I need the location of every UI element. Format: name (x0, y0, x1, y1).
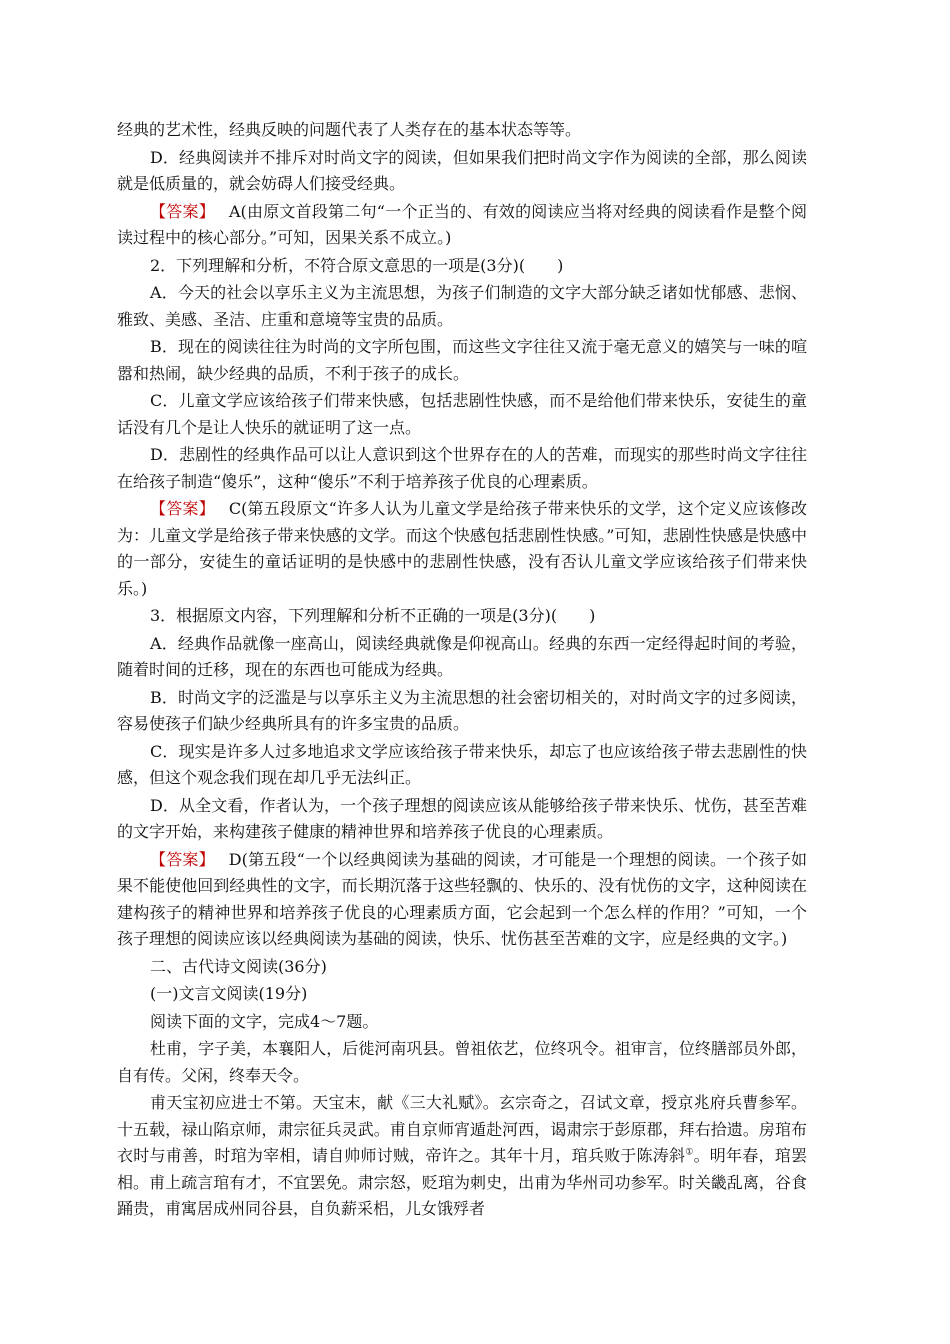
answer-label: 【答案】 (150, 499, 215, 518)
question-2: 2．下列理解和分析，不符合原文意思的一项是(3分)( ) (150, 255, 564, 275)
text-after-note: 。明年春，琯罢相。甫上疏言琯有才，不宜罢免。肃宗怒，贬琯为刺史，出甫为华州司功参军。时关畿乱离，谷食踊贵，甫寓居成州同谷县，自负薪采梠，儿女饿殍者 (117, 1146, 807, 1218)
option-d-q2: D．悲剧性的经典作品可以让人意识到这个世界存在的人的苦难，而现实的那些时尚文字往往在给孩子制造“傻乐”，这种“傻乐”不利于培养孩子优良的心理素质。 (117, 445, 807, 491)
question-3: 3．根据原文内容，下列理解和分析不正确的一项是(3分)( ) (150, 606, 596, 625)
option-d-q1: D．经典阅读并不排斥对时尚文字的阅读，但如果我们把时尚文字作为阅读的全部，那么阅读就是低质量的，就会妨碍人们接受经典。 (117, 147, 807, 193)
answer-q1 (117, 199, 807, 252)
classical-text-para-1: 杜甫，字子美，本襄阳人，后徙河南巩县。曾祖依艺，位终巩令。祖审言，位终膳部员外郎，自有传。父闲，终奉天令。 (117, 1039, 807, 1085)
text-before-note: 甫天宝初应进士不第。天宝末，献《三大礼赋》。玄宗奇之，召试文章，授京兆府兵曹参军。十五载，禄山陷京师，肃宗征兵灵武。甫自京师宵遁赴河西，谒肃宗于彭原郡，拜右拾遗。房琯布衣时与甫善，时琯为宰相，请自帅师讨贼，帝许之。其年十月，琯兵败于陈涛斜 (117, 1093, 807, 1165)
option-c-q3: C．现实是许多人过多地追求文学应该给孩子带来快乐，却忘了也应该给孩子带去悲剧性的快感，但这个观念我们现在却几乎无法纠正。 (117, 741, 807, 787)
answer-q2 (117, 496, 807, 602)
answer-text: D(第五段“一个以经典阅读为基础的阅读，才可能是一个理想的阅读。一个孩子如果不能使他回到经典性的文字，而长期沉落于这些轻飘的、快乐的、没有忧伤的文字，这种阅读在建构孩子的精神世界和培养孩子优良的心理素质方面，它会起到一个怎么样的作用？”可知，一个孩子理想的阅读应该以经典阅读为基础的阅读，快乐、忧伤甚至苦难的文字，应是经典的文字。) (117, 849, 807, 948)
option-a-q2: A．今天的社会以享乐主义为主流思想，为孩子们制造的文字大部分缺乏诸如忧郁感、悲悯、雅致、美感、圣洁、庄重和意境等宝贵的品质。 (117, 283, 807, 329)
answer-text: C(第五段原文“许多人认为儿童文学是给孩子带来快乐的文学，这个定义应该修改为：儿童文学是给孩子带来快感的文学。而这个快感包括悲剧性快感。”可知，悲剧性快感是快感中的一部分，安徒生的童话证明的是快感中的悲剧性快感，没有否认儿童文学应该给孩子们带来快乐。) (117, 499, 807, 598)
paragraph-continuation: 经典的艺术性，经典反映的问题代表了人类存在的基本状态等等。 (117, 120, 582, 139)
option-b-q3: B．时尚文字的泛滥是与以享乐主义为主流思想的社会密切相关的，对时尚文字的过多阅读，容易使孩子们缺少经典所具有的许多宝贵的品质。 (117, 687, 807, 733)
option-c-q2: C．儿童文学应该给孩子们带来快感，包括悲剧性快感，而不是给他们带来快乐，安徒生的童话没有几个是让人快乐的就证明了这一点。 (117, 391, 807, 437)
subsection-heading: (一)文言文阅读(19分) (150, 984, 308, 1003)
answer-label: 【答案】 (150, 201, 215, 221)
section-heading: 二、古代诗文阅读(36分) (150, 956, 327, 976)
footnote-mark: ① (685, 1147, 694, 1158)
classical-text-para-2 (117, 1090, 807, 1223)
answer-q3 (117, 847, 807, 953)
instruction: 阅读下面的文字，完成4～7题。 (150, 1011, 379, 1031)
option-d-q3: D．从全文看，作者认为，一个孩子理想的阅读应该从能够给孩子带来快乐、忧伤，甚至苦难的文字开始，来构建孩子健康的精神世界和培养孩子优良的心理素质。 (117, 795, 807, 841)
document-page (117, 117, 807, 1224)
option-b-q2: B．现在的阅读往往为时尚的文字所包围，而这些文字往往又流于毫无意义的嬉笑与一味的喧嚣和热闹，缺少经典的品质，不利于孩子的成长。 (117, 337, 807, 383)
option-a-q3: A．经典作品就像一座高山，阅读经典就像是仰视高山。经典的东西一定经得起时间的考验，随着时间的迁移，现在的东西也可能成为经典。 (117, 633, 807, 679)
answer-text: A(由原文首段第二句“一个正当的、有效的阅读应当将对经典的阅读看作是整个阅读过程中的核心部分。”可知，因果关系不成立。) (117, 201, 807, 247)
answer-label: 【答案】 (150, 849, 215, 869)
